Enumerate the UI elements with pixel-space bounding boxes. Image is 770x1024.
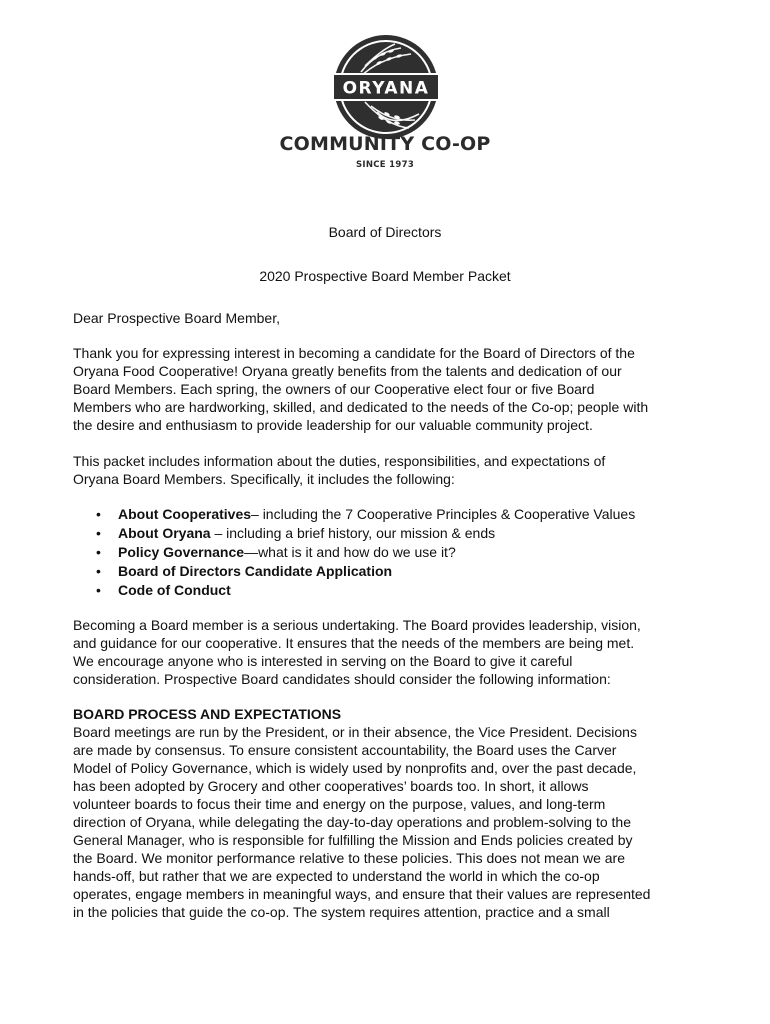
text-line: operates, engage members in meaningful ways, and ensure that their values are represented: [73, 886, 651, 902]
text-line: Board meetings are run by the President, or in their absence, the Vice President. Decisions: [73, 724, 637, 740]
bullet-icon: •: [96, 506, 101, 522]
brand-name: COMMUNITY CO-OP: [279, 133, 491, 155]
text-line: Oryana Food Cooperative! Oryana greatly benefits from the talents and dedication of our: [73, 363, 622, 379]
text-line: Model of Policy Governance, which is widely used by nonprofits and, over the past decade,: [73, 760, 637, 776]
oryana-logo: [331, 32, 441, 142]
list-item-title: About Cooperatives: [118, 506, 252, 522]
text-line: Thank you for expressing interest in becoming a candidate for the Board of Directors of the: [73, 345, 635, 361]
text-line: hands-off, but rather that we are expected to understand the world in which the co-op: [73, 868, 600, 884]
text-line: Oryana Board Members. Specifically, it includes the following:: [73, 471, 455, 487]
document-title: Board of Directors: [328, 224, 442, 240]
text-line: consideration. Prospective Board candidates should consider the following information:: [73, 671, 611, 687]
text-line: are made by consensus. To ensure consistent accountability, the Board uses the Carver: [73, 742, 617, 758]
text-line: and guidance for our cooperative. It ensures that the needs of the members are being met.: [73, 635, 635, 651]
text-line: direction of Oryana, while delegating the day-to-day operations and problem-solving to the: [73, 814, 631, 830]
section-heading: BOARD PROCESS AND EXPECTATIONS: [73, 706, 342, 722]
text-line: Members who are hardworking, skilled, and dedicated to the needs of the Co-op; people with: [73, 399, 649, 415]
text-line: General Manager, who is responsible for fulfilling the Mission and Ends policies created by: [73, 832, 633, 848]
text-line: the desire and enthusiasm to provide leadership for our valuable community project.: [73, 417, 593, 433]
undertaking-paragraph: [73, 616, 713, 688]
packet-contents-paragraph: [73, 452, 713, 488]
list-item-title: About Oryana: [118, 525, 211, 541]
text-line: has been adopted by Grocery and other cooperatives’ boards too. In short, it allows: [73, 778, 589, 794]
list-item: [96, 581, 736, 600]
list-item-title: Policy Governance: [118, 544, 245, 560]
list-item-text: – including a brief history, our mission & ends: [210, 525, 496, 541]
bullet-icon: •: [96, 525, 101, 541]
board-process-paragraph: [73, 723, 713, 921]
oryana-logo-emblem: [331, 32, 441, 142]
bullet-icon: •: [96, 582, 101, 598]
intro-paragraph: [73, 344, 713, 434]
text-line: Board Members. Each spring, the owners of our Cooperative elect four or five Board: [73, 381, 595, 397]
bullet-icon: •: [96, 544, 101, 560]
bullet-icon: •: [96, 563, 101, 579]
text-line: Becoming a Board member is a serious undertaking. The Board provides leadership, vision,: [73, 617, 641, 633]
text-line: the Board. We monitor performance relative to these policies. This does not mean we are: [73, 850, 625, 866]
logo-wordmark: ORYANA: [342, 78, 430, 99]
text-line: We encourage anyone who is interested in serving on the Board to give it careful: [73, 653, 573, 669]
list-item: [96, 505, 736, 524]
list-item-text: —what is it and how do we use it?: [244, 544, 456, 560]
contents-list: [96, 505, 736, 600]
list-item-title: Board of Directors Candidate Application: [118, 563, 393, 579]
list-item: [96, 562, 736, 581]
salutation: Dear Prospective Board Member,: [73, 310, 280, 326]
list-item-title: Code of Conduct: [118, 582, 231, 598]
document-subtitle: 2020 Prospective Board Member Packet: [259, 268, 511, 284]
text-line: volunteer boards to focus their time and energy on the purpose, values, and long-term: [73, 796, 606, 812]
text-line: in the policies that guide the co-op. The system requires attention, practice and a small: [73, 904, 610, 920]
list-item: [96, 543, 736, 562]
brand-since: SINCE 1973: [355, 160, 415, 170]
list-item-text: – including the 7 Cooperative Principles & Cooperative Values: [251, 506, 636, 522]
list-item: [96, 524, 736, 543]
text-line: This packet includes information about the duties, responsibilities, and expectations of: [73, 453, 606, 469]
